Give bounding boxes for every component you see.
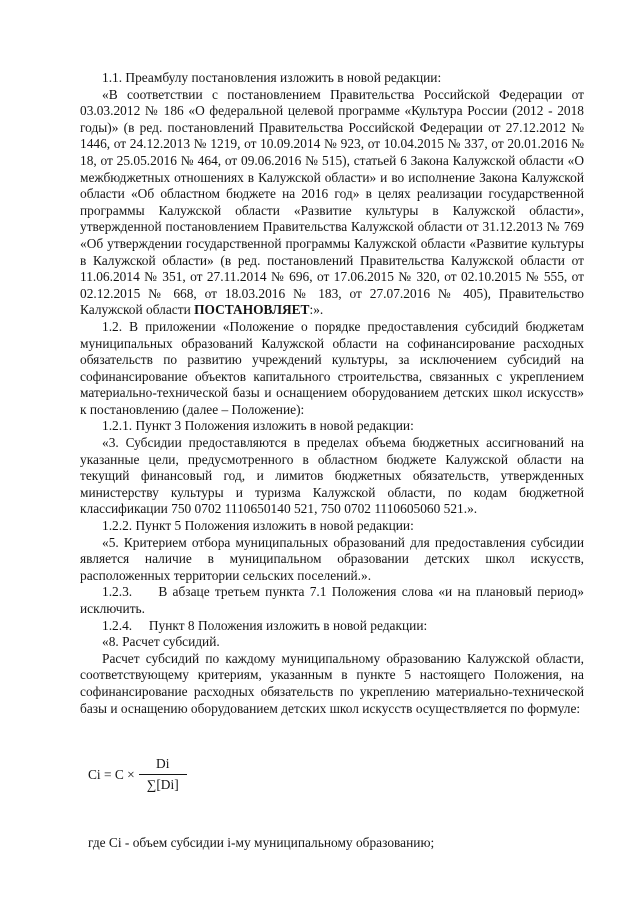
paragraph-1-2-3: 1.2.3. В абзаце третьем пункта 7.1 Положения слова «и на плановый период» исключить. — [80, 584, 588, 616]
formula-numerator: Di — [139, 756, 187, 775]
formula-lhs: Ci = C × — [88, 766, 135, 782]
paragraph-preamble — [80, 87, 584, 319]
preamble-decree-word: ПОСТАНОВЛЯЕТ — [194, 302, 310, 318]
paragraph-1-2-4: 1.2.4. Пункт 8 Положения изложить в новой редакции: — [102, 617, 428, 633]
paragraph-1-2-1: 1.2.1. Пункт 3 Положения изложить в новой редакции: — [102, 418, 414, 434]
paragraph-point-8-heading: «8. Расчет субсидий. — [102, 634, 220, 650]
subsidy-formula — [88, 756, 187, 793]
paragraph-1-2-2: 1.2.2. Пункт 5 Положения изложить в новой редакции: — [102, 518, 414, 534]
preamble-end: :». — [309, 302, 324, 318]
paragraph-point-5: «5. Критерием отбора муниципальных образований для предоставления субсидии является наличие в муниципальном образовании детских школ искусств, расположенных территории сельских поселений.». — [80, 534, 584, 583]
paragraph-1-2: 1.2. В приложении «Положение о порядке предоставления субсидий бюджетам муниципальных образований Калужской области на софинансирование расходных обязательств по развитию учреждений культуры, за исключением субсидий на софинансирование объектов капитального строительства, связанных с укреплением материально-технической базы и оснащением оборудованием детских школ искусств» к постановлению (далее – Положение): — [80, 318, 584, 417]
paragraph-calculation: Расчет субсидий по каждому муниципальному образованию Калужской области, соответствующему критериям, указанным в пункте 5 настоящего Положения, на софинансирование расходных обязательств по укреплению материально-технической базы и оснащению оборудованием детских школ искусств осуществляется по формуле: — [80, 650, 584, 716]
paragraph-point-3: «3. Субсидии предоставляются в пределах объема бюджетных ассигнований на указанные цели, предусмотренного в областном бюджете Калужской области на текущий финансовый год, и лимитов бюджетных обязательств, утвержденных министерству культуры и туризма Калужской области, по кодам бюджетной классификации 750 0702 1110650140 521, 750 0702 1110605060 521.». — [80, 435, 584, 517]
formula-denominator: ∑[Di] — [146, 777, 179, 792]
document-body — [80, 70, 588, 717]
preamble-text: «В соответствии с постановлением Правительства Российской Федерации от 03.03.2012 № 186 «О федеральной целевой программе «Культура России (2012 - 2018 годы)» (в ред. постановлений Правительства Российской Федерации от 27.12.2012 № 1446, от 24.12.2013 № 1219, от 10.09.2014 № 923, от 10.04.2015 № 337, от 20.01.2016 № 18, от 25.05.2016 № 464, от 09.06.2016 № 515), статьей 6 Закона Калужской области «О межбюджетных отношениях в Калужской области» и во исполнение Закона Калужской области «Об областном бюджете на 2016 год» в целях реализации государственной программы Калужской области «Развитие культуры в Калужской области», утвержденной постановлением Правительства Калужской области от 31.12.2013 № 769 «Об утверждении государственной программы Калужской области «Развитие культуры в Калужской области» (в ред. постановлений Правительства Калужской области от 11.06.2014 № 351, от 27.11.2014 № 696, от 17.06.2015 № 320, от 02.10.2015 № 555, от 02.12.2015 № 668, от 18.03.2016 № 183, от 27.07.2016 № 405), Правительство Калужской области — [80, 86, 584, 318]
formula-definition: где Ci - объем субсидии i-му муниципальному образованию; — [88, 835, 435, 850]
formula-fraction — [139, 756, 187, 793]
paragraph-1-1: 1.1. Преамбулу постановления изложить в новой редакции: — [102, 70, 442, 85]
